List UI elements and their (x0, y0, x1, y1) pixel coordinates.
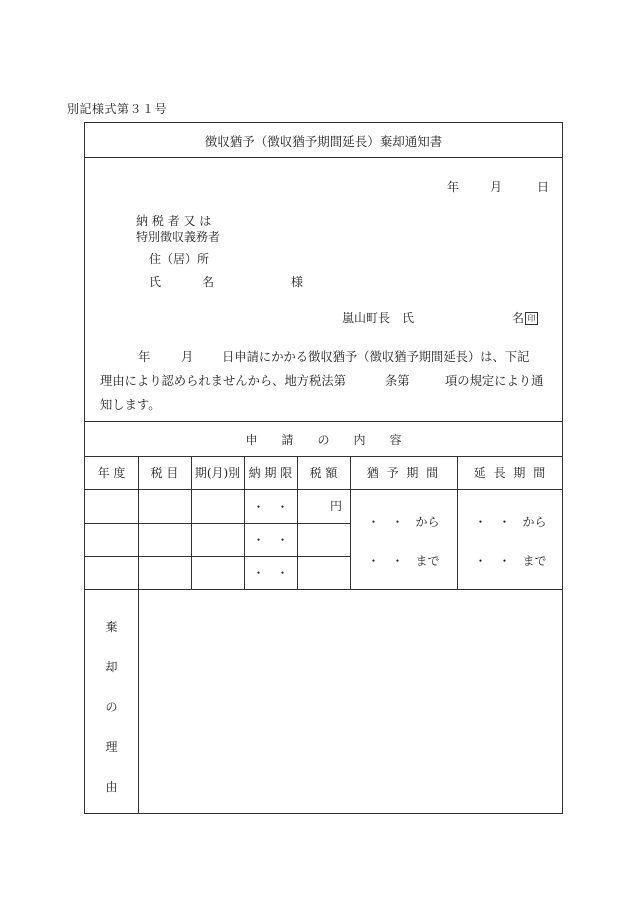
special-collector-label: 特別徴収義務者 (136, 230, 221, 244)
divider (85, 456, 562, 457)
taxpayer-label: 納 税 者 又 は (136, 214, 212, 228)
honorific-label: 様 (291, 275, 304, 289)
name-label-second: 名 (202, 275, 215, 289)
reason-label-char: 却 (105, 660, 118, 674)
header-tax-item: 税 目 (150, 466, 179, 480)
seal-icon: 印 (525, 312, 538, 325)
column-line (191, 457, 192, 589)
header-period: 期(月)別 (194, 466, 241, 480)
reason-label-char: 理 (105, 740, 118, 754)
issuer-title: 嵐山町長 氏 (342, 311, 415, 325)
header-extension-period: 延 長 期 間 (473, 466, 548, 480)
reason-label-char: 由 (105, 780, 118, 794)
body-line2-text-c: 項の規定により通 (445, 374, 544, 388)
grace-until-cell: ・ ・ まで (367, 554, 440, 568)
body-line1-text: 日申請にかかる徴収猶予（徴収猶予期間延長）は、下記 (222, 350, 530, 364)
row-divider (85, 556, 350, 557)
date-year-label: 年 (447, 180, 460, 194)
column-line (297, 457, 298, 589)
divider (85, 421, 562, 422)
issuer-name-suffix: 名 (512, 311, 525, 325)
notice-body (100, 345, 550, 417)
body-month: 月 (181, 350, 194, 364)
tax-amount-cell: 円 (330, 499, 343, 513)
header-grace-period: 猶 予 期 間 (366, 466, 441, 480)
header-fiscal-year: 年 度 (97, 466, 126, 480)
due-date-cell: ・ ・ (252, 566, 289, 580)
issuer-name-label (512, 309, 538, 326)
reason-label-char: 棄 (105, 620, 118, 634)
document-title: 徴収猶予（徴収猶予期間延長）棄却通知書 (204, 134, 443, 149)
rejection-reason-field[interactable] (139, 590, 562, 813)
header-due-date: 納 期 限 (248, 466, 293, 480)
body-line3-text: 知します。 (100, 398, 161, 412)
header-tax-amount: 税 額 (309, 466, 338, 480)
form-number: 別記様式第３１号 (67, 102, 168, 116)
name-label-first: 氏 (149, 275, 162, 289)
row-divider (85, 523, 350, 524)
due-date-cell: ・ ・ (252, 500, 289, 514)
divider (85, 157, 562, 158)
date-day-label: 日 (537, 180, 550, 194)
body-year: 年 (138, 350, 151, 364)
grace-from-cell: ・ ・ から (367, 515, 440, 529)
body-line2-text-a: 理由により認められませんから、地方税法第 (100, 374, 346, 388)
divider (85, 489, 562, 490)
due-date-cell: ・ ・ (252, 533, 289, 547)
date-month-label: 月 (490, 180, 503, 194)
extension-from-cell: ・ ・ から (474, 515, 547, 529)
section-title: 申 請 の 内 容 (245, 433, 402, 447)
body-line2-text-b: 条第 (385, 374, 410, 388)
extension-until-cell: ・ ・ まで (474, 554, 547, 568)
address-label: 住（居）所 (149, 252, 210, 266)
reason-label-char: の (105, 700, 118, 714)
notice-form (84, 122, 563, 814)
